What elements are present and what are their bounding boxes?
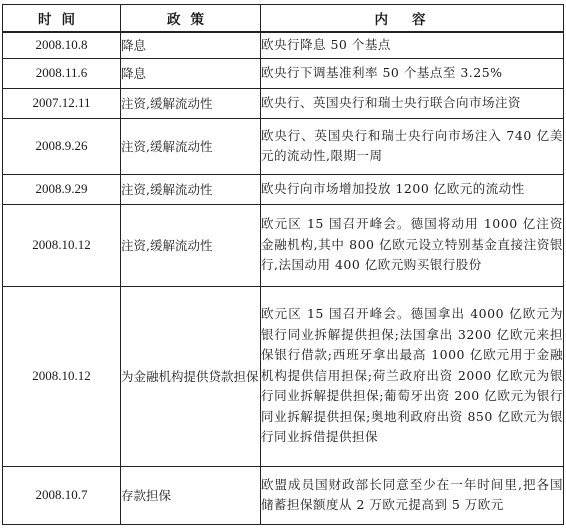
row-policy: 为金融机构提供贷款担保: [121, 286, 261, 466]
header-time: 时间: [3, 5, 121, 33]
row-date: 2008.10.12: [3, 204, 121, 286]
row-date: 2008.11.6: [3, 58, 121, 88]
table-row: [3, 466, 564, 524]
table-row: [3, 118, 564, 174]
row-content: 欧央行降息 50 个基点: [261, 32, 564, 58]
row-content: 欧央行、英国央行和瑞士央行向市场注入 740 亿美元的流动性,限期一周: [261, 118, 564, 174]
row-date: 2008.9.29: [3, 174, 121, 204]
table-header-row: [3, 5, 564, 33]
row-content: 欧央行下调基准利率 50 个基点至 3.25%: [261, 58, 564, 88]
row-date: 2008.10.8: [3, 32, 121, 58]
row-policy: 注资,缓解流动性: [121, 118, 261, 174]
row-content: 欧盟成员国财政部长同意至少在一年时间里,把各国储蓄担保额度从 2 万欧元提高到 5 万欧元: [261, 466, 564, 524]
row-date: 2008.10.7: [3, 466, 121, 524]
row-policy: 注资,缓解流动性: [121, 88, 261, 118]
policy-table: [2, 4, 564, 525]
table-row: [3, 88, 564, 118]
row-policy: 降息: [121, 58, 261, 88]
row-date: 2008.9.26: [3, 118, 121, 174]
table-row: [3, 174, 564, 204]
header-policy: 政策: [121, 5, 261, 33]
row-content: 欧元区 15 国召开峰会。德国将动用 1000 亿注资金融机构,其中 800 亿欧元设立特别基金直接注资银行,法国动用 400 亿欧元购买银行股份: [261, 204, 564, 286]
row-date: 2008.10.12: [3, 286, 121, 466]
row-policy: 注资,缓解流动性: [121, 174, 261, 204]
row-policy: 降息: [121, 32, 261, 58]
row-date: 2007.12.11: [3, 88, 121, 118]
row-content: 欧央行向市场增加投放 1200 亿欧元的流动性: [261, 174, 564, 204]
row-policy: 存款担保: [121, 466, 261, 524]
table-row: [3, 286, 564, 466]
table-row: [3, 204, 564, 286]
row-policy: 注资,缓解流动性: [121, 204, 261, 286]
header-content: 内容: [261, 5, 564, 33]
row-content: 欧元区 15 国召开峰会。德国拿出 4000 亿欧元为银行同业拆解提供担保;法国拿出 3200 亿欧元来担保银行借款;西班牙拿出最高 1000 亿欧元用于金融机构提供信用担保;荷兰政府出资 2000 亿欧元为银行同业拆解提供担保;葡萄牙出资 200 亿欧元为银行同业拆解提供担保;奥地利政府出资 850 亿欧元为银行同业拆借提供担保: [261, 286, 564, 466]
row-content: 欧央行、英国央行和瑞士央行联合向市场注资: [261, 88, 564, 118]
table-row: [3, 58, 564, 88]
table-row: [3, 32, 564, 58]
